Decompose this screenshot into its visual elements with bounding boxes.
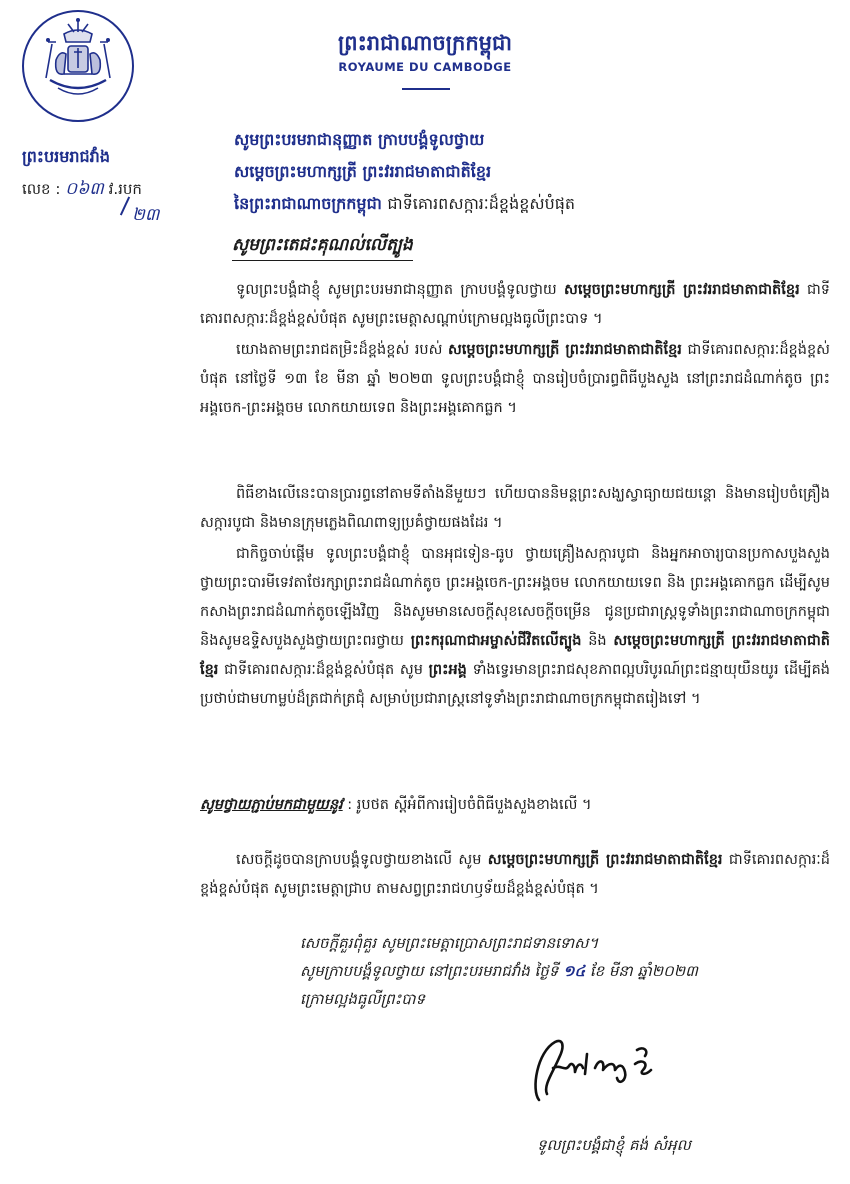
paragraph-3: ពិធីខាងលើនេះបានប្រារព្ធនៅតាមទីតាំងនីមួយៗ ហើយបាននិមន្តព្រះសង្ឃស្វាធ្យាយជយន្តោ និងមានរៀបចំគ្រឿងសក្ការបូជា និងមានក្រុមភ្លេងពិណពាទ្យប្រគំថ្វាយផងដែរ ។: [200, 486, 830, 531]
paragraph-4: [200, 540, 830, 714]
header-divider: [402, 88, 450, 90]
p1-text: ទូលព្រះបង្គំជាខ្ញុំ សូមព្រះបរមរាជានុញ្ញាត ក្រាបបង្គំទូលថ្វាយ: [236, 282, 565, 298]
p1-text-end: ជាទីគោរពសក្ការៈដ៏ខ្ពង់ខ្ពស់បំផុត សូមព្រះមេត្តាសណ្តាប់ក្រោមល្អងធូលីព្រះបាទ ។: [200, 282, 830, 327]
paragraph-1: [200, 276, 830, 334]
p5-text: សេចក្តីដូចបានក្រាបបង្គំទូលថ្វាយខាងលើ សូម: [236, 852, 488, 868]
salutation-honorific: ជាទីគោរពសក្ការៈដ៏ខ្ពង់ខ្ពស់បំផុត: [387, 194, 576, 213]
attachment-label: សូមថ្វាយភ្ជាប់មកជាមួយនូវ: [200, 797, 343, 813]
closing-line-3: ក្រោមល្អងធូលីព្រះបាទ: [300, 990, 426, 1008]
p4-royal-title: សម្តេចព្រះមហាក្សត្រី ព្រះវររាជមាតាជាតិខ្មែរ: [200, 633, 830, 678]
reference-line: [22, 178, 222, 203]
ref-suffix: វ.របក: [108, 180, 142, 198]
kingdom-title-french: ROYAUME DU CAMBODGE: [338, 60, 512, 74]
p5-royal-title: សម្តេចព្រះមហាក្សត្រី ព្រះវររាជមាតាជាតិខ្មែរ: [487, 852, 723, 868]
ref-number: ០៦៣: [65, 179, 104, 199]
paragraph-2: [200, 336, 830, 423]
p4-text-end: ទាំងទ្វេរមានព្រះរាជសុខភាពល្អបរិបូរណ៍ព្រះជន្មាយុយឺនយូរ ដើម្បីគង់ប្រថាប់ជាមហាម្លប់ដ៏ត្រជាក់ត្រជុំ សម្រាប់ប្រជារាស្ត្រនៅទូទាំងព្រះរាជាណាចក្រកម្ពុជាតរៀងទៅ ។: [200, 662, 830, 707]
ref-year: ២៣: [132, 205, 160, 225]
closing-date-text: សូមក្រាបបង្គំទូលថ្វាយ នៅព្រះបរមរាជវាំង ថ្ងៃទី: [300, 962, 564, 980]
signer-name: ទូលព្រះបង្គំជាខ្ញុំ គង់ សំអុល: [537, 1136, 691, 1154]
p5-text-end: ជាទីគោរពសក្ការៈដ៏ខ្ពង់ខ្ពស់បំផុត សូមព្រះមេត្តាជ្រាប តាមសព្វព្រះរាជហឫទ័យដ៏ខ្ពង់ខ្ពស់បំផុត ។: [200, 852, 830, 897]
ref-label: លេខ :: [22, 180, 61, 198]
closing-line-1: សេចក្តីគួរពុំគួរ សូមព្រះមេត្តាប្រោសព្រះរាជទានទោស។: [300, 934, 599, 952]
p1-royal-title: សម្តេចព្រះមហាក្សត្រី ព្រះវររាជមាតាជាតិខ្មែរ: [564, 282, 800, 298]
salutation-block: [234, 124, 754, 220]
p2-text: យោងតាមព្រះរាជតម្រិះដ៏ខ្ពង់ខ្ពស់ របស់: [236, 342, 448, 358]
closing-day: ១៤: [563, 962, 586, 980]
p4-majesty: ព្រះអង្គ: [428, 662, 467, 678]
handwritten-signature: [525, 1028, 685, 1112]
kingdom-title-khmer: ព្រះរាជាណាចក្រកម្ពុជា: [337, 31, 512, 55]
p2-text-end: ជាទីគោរពសក្ការៈដ៏ខ្ពង់ខ្ពស់បំផុត នៅថ្ងៃទី ១៣ ខែ មីនា ឆ្នាំ ២០២៣ ទូលព្រះបង្គំជាខ្ញុំ បានរៀបចំប្រារព្ធពិធីបួងសួង នៅព្រះរាជដំណាក់តូច ព្រះអង្គចេក-ព្រះអង្គចម លោកយាយទេព និងព្រះអង្គគោកធ្លក ។: [200, 342, 830, 416]
p4-text: ជាកិច្ចចាប់ផ្តើម ទូលព្រះបង្គំជាខ្ញុំ បានអុជទៀន-ធូប ថ្វាយគ្រឿងសក្ការបូជា និងអ្នកអាចារ្យបានប្រកាសបួងសួង ថ្វាយព្រះបារមីទេវតាថែរក្សាព្រះរាជដំណាក់តូច ព្រះអង្គចេក-ព្រះអង្គចម លោកយាយទេព និង ព្រះអង្គគោកធ្លក ដើម្បីសូមកសាងព្រះរាជដំណាក់តូចឡើងវិញ និងសូមមានសេចក្តីសុខសេចក្តីចម្រើន ជូនប្រជារាស្ត្រទូទាំងព្រះរាជាណាចក្រកម្ពុជា និងសូមឧទ្ទិសបួងសួងថ្វាយព្រះពរថ្វាយ: [200, 546, 830, 649]
palace-title: ព្រះបរមរាជវាំង: [22, 147, 110, 166]
p4-and: និង: [581, 633, 614, 649]
closing-line-2: [300, 962, 820, 984]
p4-text-mid: ជាទីគោរពសក្ការៈដ៏ខ្ពង់ខ្ពស់បំផុត សូម: [218, 662, 429, 678]
salutation-kingdom: នៃព្រះរាជាណាចក្រកម្ពុជា: [234, 194, 382, 213]
p4-king-title: ព្រះករុណាជាអម្ចាស់ជីវិតលើត្បូង: [410, 633, 582, 649]
royal-crest-logo: [22, 10, 134, 122]
attachment-text: : រូបថត ស្តីអំពីការរៀបចំពិធីបួងសួងខាងលើ ។: [342, 797, 592, 813]
attachment-line: [200, 796, 592, 817]
salutation-line-2: សម្តេចព្រះមហាក្សត្រី ព្រះវររាជមាតាជាតិខ្មែរ: [234, 162, 492, 181]
closing-month-year: ខែ មីនា ឆ្នាំ២០២៣: [585, 962, 698, 980]
subject-heading: សូមព្រះតេជះគុណ​ល់លើត្បូង: [232, 234, 413, 261]
salutation-line-3: [234, 188, 754, 220]
paragraph-5: [200, 846, 830, 904]
salutation-line-1: សូមព្រះបរមរាជានុញ្ញាត ក្រាបបង្គំទូលថ្វាយ: [234, 130, 485, 149]
p2-royal-title: សម្តេចព្រះមហាក្សត្រី ព្រះវររាជមាតាជាតិខ្មែរ: [448, 342, 682, 358]
